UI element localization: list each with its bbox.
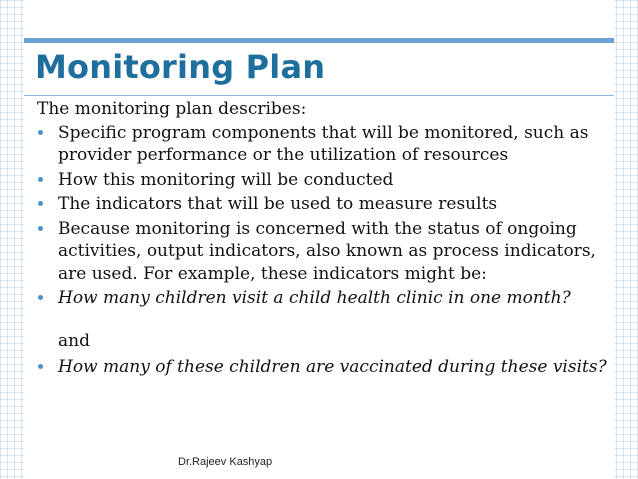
bullet-item (37, 122, 612, 167)
title-underline (24, 95, 614, 96)
bullet-item-question (37, 356, 612, 379)
bullet-item (37, 169, 612, 192)
bullet-text: The indicators that will be used to measure results (58, 194, 498, 214)
slide-title: Monitoring Plan (35, 48, 326, 86)
bullet-item-question (37, 287, 612, 310)
bullet-icon (38, 295, 43, 300)
bullet-item (37, 193, 612, 216)
title-bar-top (24, 38, 614, 43)
bullet-icon (38, 201, 43, 206)
bullet-text: How this monitoring will be conducted (58, 169, 394, 190)
intro-text: The monitoring plan describes: (37, 99, 307, 119)
bullet-icon (38, 364, 43, 369)
bullet-list (37, 122, 612, 310)
bullet-text: Specific program components that will be monitored, such as provider performance or the utilization of resources (58, 122, 589, 165)
bullet-text: How many children visit a child health clinic in one month? (58, 288, 571, 308)
bullet-list-final (37, 356, 612, 379)
bullet-icon (38, 177, 43, 182)
bullet-item (37, 218, 612, 286)
footer-author: Dr.Rajeev Kashyap (178, 456, 273, 468)
bullet-text: Because monitoring is concerned with the status of ongoing activities, output indicators, also known as process indicators, are used. For example, these indicators might be: (58, 218, 596, 284)
conjunction-text: and (58, 330, 90, 351)
bullet-icon (38, 130, 43, 135)
slide-body (37, 98, 612, 381)
bullet-icon (38, 226, 43, 231)
bullet-text: How many of these children are vaccinated during these visits? (58, 357, 607, 377)
